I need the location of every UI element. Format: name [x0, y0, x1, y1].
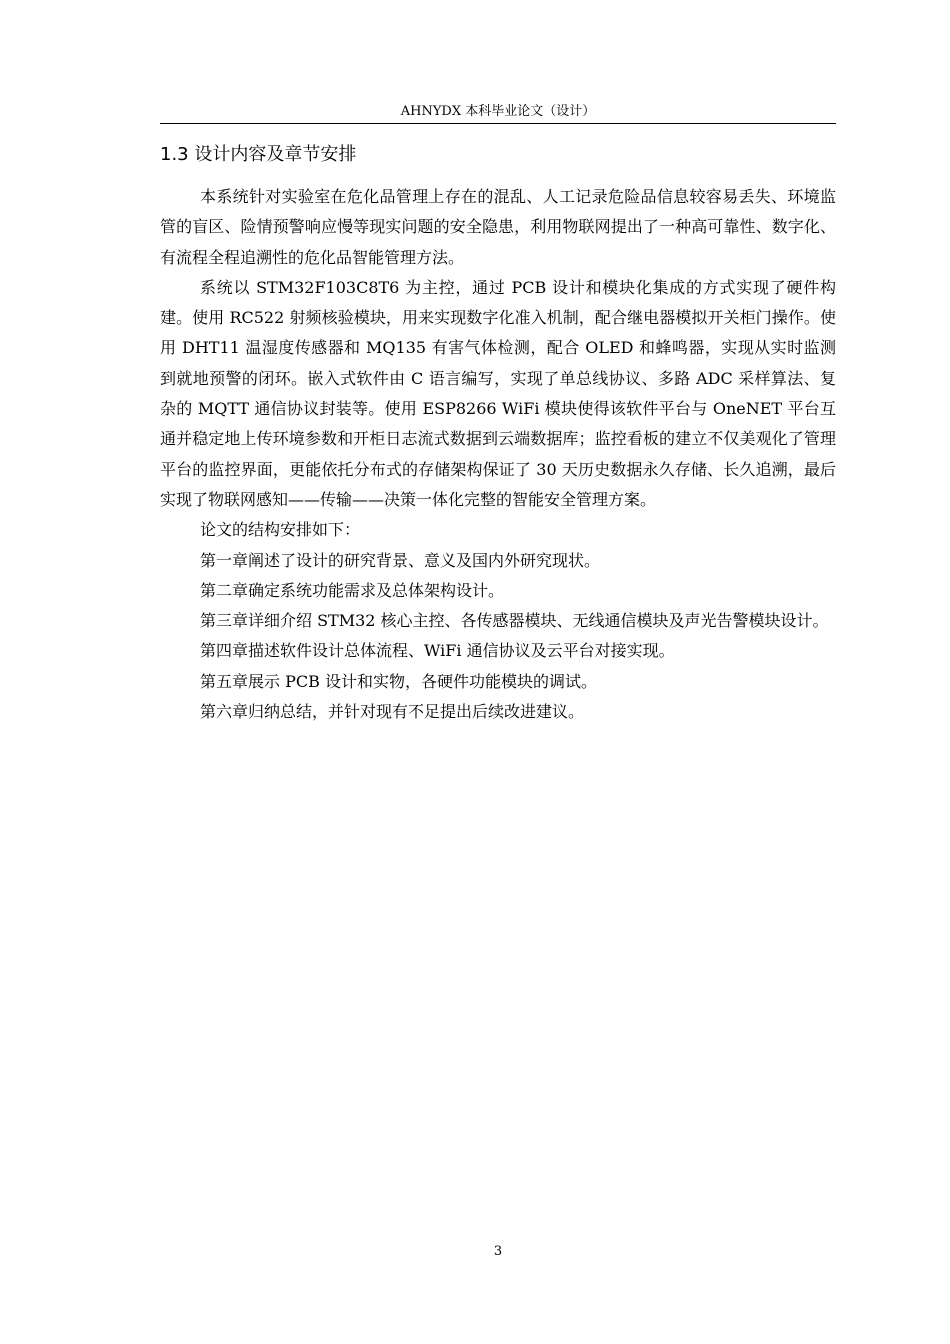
header-rule — [160, 123, 836, 124]
paragraph-intro: 本系统针对实验室在危化品管理上存在的混乱、人工记录危险品信息较容易丢失、环境监管的盲区、险情预警响应慢等现实问题的安全隐患，利用物联网提出了一种高可靠性、数字化、有流程全程追溯性的危化品智能管理方法。 — [160, 187, 836, 267]
paragraph-chapter-6: 第六章归纳总结，并针对现有不足提出后续改进建议。 — [200, 702, 585, 722]
paragraph-chapter-1: 第一章阐述了设计的研究背景、意义及国内外研究现状。 — [200, 550, 601, 570]
paragraph-system: 系统以 STM32F103C8T6 为主控，通过 PCB 设计和模块化集成的方式实现了硬件构建。使用 RC522 射频核验模块，用来实现数字化准入机制，配合继电器模拟开关柜门操作。使用 DHT11 温湿度传感器和 MQ135 有害气体检测，配合 OLED 和蜂鸣器，实现从实时监测到就地预警的闭环。嵌入式软件由 C 语言编写，实现了单总线协议、多路 ADC 采样算法、复杂的 MQTT 通信协议封装等。使用 ESP8266 WiFi 模块使得该软件平台与 OneNET 平台互通并稳定地上传环境参数和开柜日志流式数据到云端数据库；监控看板的建立不仅美观化了管理平台的监控界面，更能依托分布式的存储架构保证了 30 天历史数据永久存储、长久追溯，最后实现了物联网感知——传输——决策一体化完整的智能安全管理方案。 — [160, 277, 836, 509]
section-title: 1.3 设计内容及章节安排 — [160, 144, 357, 165]
page-header: AHNYDX 本科毕业论文（设计） — [400, 104, 596, 119]
body-text — [160, 182, 836, 727]
paragraph-structure-intro: 论文的结构安排如下： — [200, 520, 361, 540]
paragraph-chapter-4: 第四章描述软件设计总体流程、WiFi 通信协议及云平台对接实现。 — [200, 641, 675, 661]
paragraph-chapter-2: 第二章确定系统功能需求及总体架构设计。 — [200, 580, 505, 600]
paragraph-chapter-5: 第五章展示 PCB 设计和实物，各硬件功能模块的调试。 — [200, 671, 597, 691]
paragraph-chapter-3: 第三章详细介绍 STM32 核心主控、各传感器模块、无线通信模块及声光告警模块设计。 — [200, 611, 829, 631]
page-number: 3 — [493, 1244, 503, 1259]
